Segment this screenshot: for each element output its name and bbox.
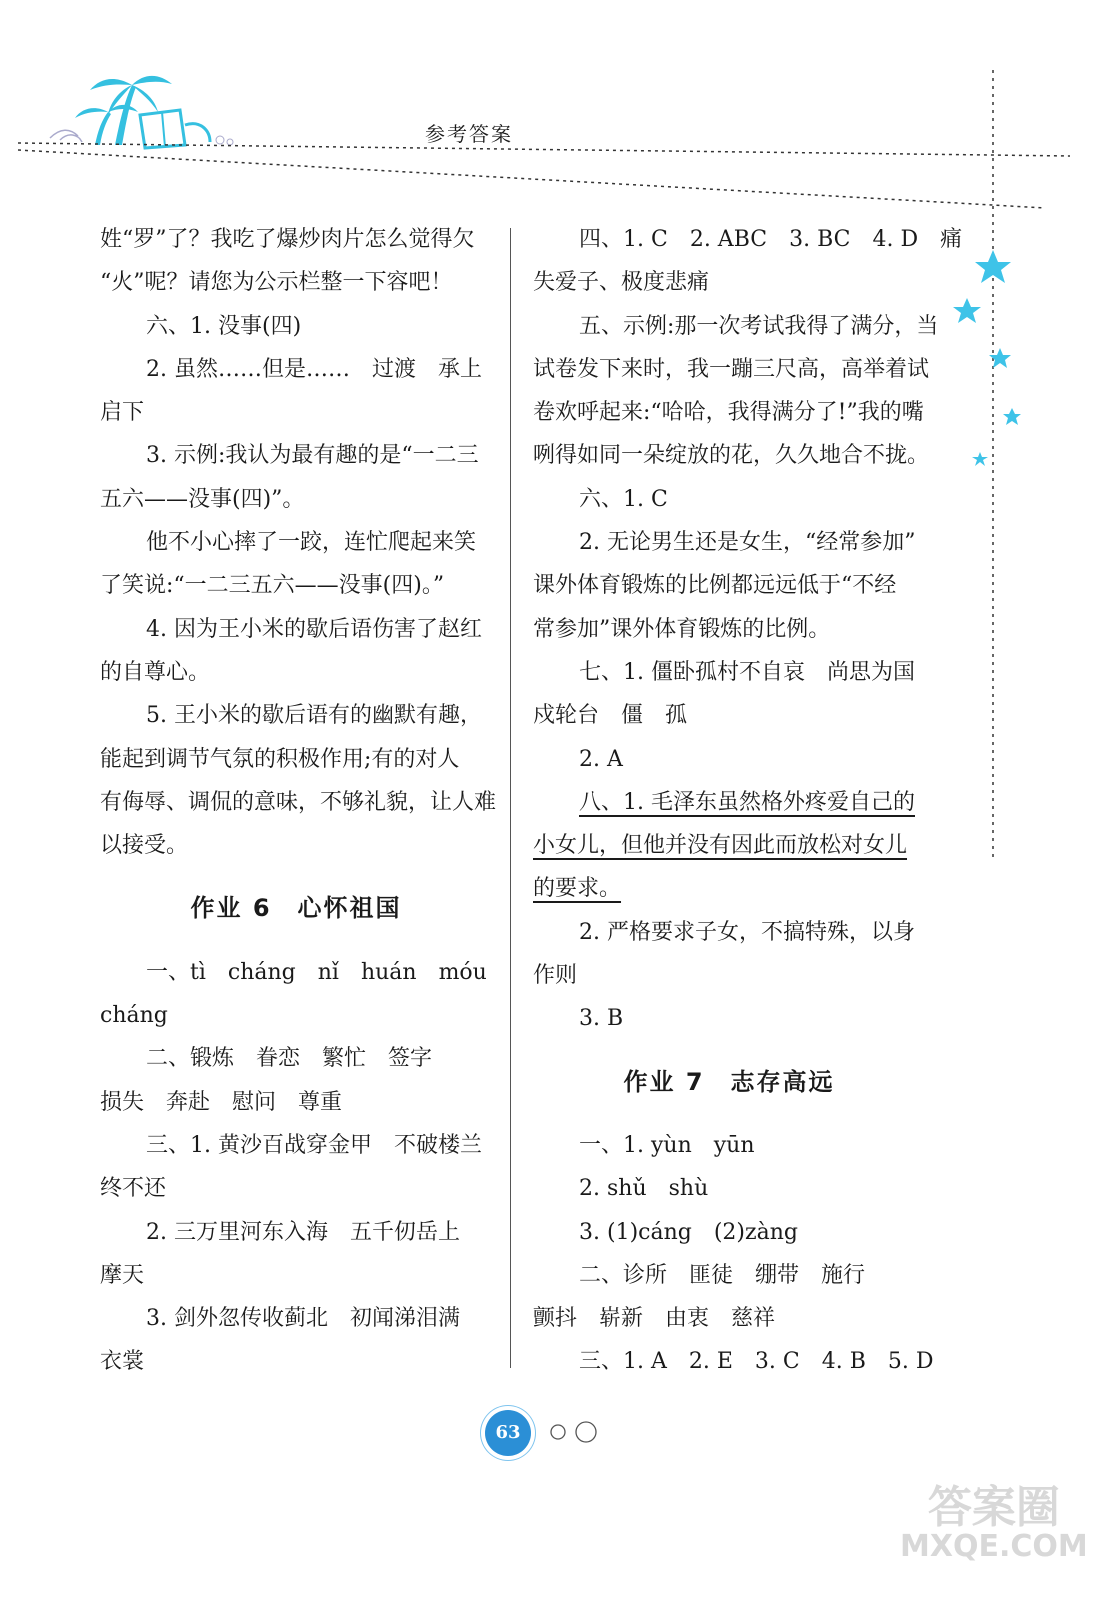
text-line: 损失 奔赴 慰问 尊重 bbox=[100, 1089, 343, 1115]
watermark-line2: MXQE.COM bbox=[900, 1529, 1088, 1565]
text-line: 五六——没事(四)”。 bbox=[100, 486, 305, 512]
text-line: 作则 bbox=[533, 963, 578, 989]
text-line: 摩天 bbox=[100, 1262, 145, 1288]
text-line: 一、tì cháng nǐ huán móu bbox=[146, 959, 487, 985]
stars-decoration bbox=[945, 240, 1025, 480]
text-line: 2. shǔ shù bbox=[579, 1176, 709, 1202]
text-line: 课外体育锻炼的比例都远远低于“不经 bbox=[533, 573, 897, 599]
star-icon bbox=[989, 348, 1011, 368]
text-line: 四、1. C 2. ABC 3. BC 4. D 痛 bbox=[579, 227, 963, 252]
text-line: 咧得如同一朵绽放的花，久久地合不拢。 bbox=[533, 443, 930, 469]
text-line: “火”呢？请您为公示栏整一下容吧！ bbox=[100, 270, 453, 296]
text-line: cháng bbox=[100, 1003, 168, 1029]
star-icon bbox=[953, 298, 981, 323]
text-line: 卷欢呼起来:“哈哈，我得满分了!”我的嘴 bbox=[533, 400, 924, 426]
star-icon bbox=[975, 250, 1011, 283]
text-line: 五、示例:那一次考试我得了满分，当 bbox=[579, 313, 939, 339]
text-line: 3. 剑外忽传收蓟北 初闻涕泪满 bbox=[146, 1306, 460, 1332]
text-line: 能起到调节气氛的积极作用;有的对人 bbox=[100, 746, 460, 772]
watermark-line1: 答案圈 bbox=[927, 1482, 1060, 1533]
section-heading: 作业 6 心怀祖国 bbox=[190, 894, 402, 923]
text-line: 戍轮台 僵 孤 bbox=[533, 703, 688, 729]
star-icon bbox=[1003, 408, 1021, 425]
column-divider bbox=[510, 228, 511, 1368]
text-line: 一、1. yùn yūn bbox=[579, 1132, 755, 1158]
header-title: 参考答案 bbox=[425, 122, 513, 146]
text-line: 2. 无论男生还是女生，“经常参加” bbox=[579, 530, 916, 556]
text-line: 六、1. C bbox=[579, 486, 668, 512]
underlined-text-line: 的要求。 bbox=[533, 876, 622, 902]
text-line: 二、诊所 匪徒 绷带 施行 bbox=[579, 1262, 866, 1288]
text-line: 4. 因为王小米的歇后语伤害了赵红 bbox=[146, 616, 482, 642]
right-column bbox=[533, 218, 963, 1384]
underlined-text-line: 小女儿，但他并没有因此而放松对女儿 bbox=[533, 833, 908, 859]
text-line: 了笑说:“一二三五六——没事(四)。” bbox=[100, 573, 445, 599]
left-column bbox=[100, 218, 497, 1384]
text-line: 试卷发下来时，我一蹦三尺高，高举着试 bbox=[533, 356, 930, 382]
text-line: 六、1. 没事(四) bbox=[146, 313, 302, 339]
text-line: 二、锻炼 眷恋 繁忙 签字 bbox=[146, 1046, 433, 1072]
underlined-text-line: 八、1. 毛泽东虽然格外疼爱自己的 bbox=[579, 789, 915, 815]
star-icon bbox=[972, 452, 988, 466]
text-line: 失爱子、极度悲痛 bbox=[533, 270, 710, 296]
page-number: 63 bbox=[485, 1410, 531, 1456]
page-number-circles bbox=[538, 1418, 608, 1448]
watermark bbox=[900, 1482, 1088, 1565]
text-line: 以接受。 bbox=[100, 833, 189, 859]
text-line: 七、1. 僵卧孤村不自哀 尚思为国 bbox=[579, 659, 915, 685]
header-dotted-lines bbox=[0, 0, 1093, 240]
text-line: 5. 王小米的歇后语有的幽默有趣， bbox=[146, 703, 482, 729]
text-line: 衣裳 bbox=[100, 1349, 145, 1375]
text-line: 2. A bbox=[579, 746, 623, 772]
text-line: 三、1. 黄沙百战穿金甲 不破楼兰 bbox=[146, 1132, 482, 1158]
text-line: 3. 示例:我认为最有趣的是“一二三 bbox=[146, 443, 479, 469]
text-line: 3. (1)cáng (2)zàng bbox=[579, 1219, 798, 1245]
text-line: 他不小心摔了一跤，连忙爬起来笑 bbox=[146, 530, 477, 556]
text-line: 的自尊心。 bbox=[100, 659, 211, 685]
text-line: 有侮辱、调侃的意味，不够礼貌，让人难 bbox=[100, 789, 497, 815]
section-heading: 作业 7 志存高远 bbox=[623, 1067, 835, 1096]
text-line: 2. 三万里河东入海 五千仞岳上 bbox=[146, 1219, 460, 1245]
text-line: 3. B bbox=[579, 1006, 624, 1032]
text-line: 姓“罗”了？我吃了爆炒肉片怎么觉得欠 bbox=[100, 227, 475, 252]
text-line: 2. 严格要求子女，不搞特殊，以身 bbox=[579, 919, 915, 945]
text-line: 2. 虽然……但是…… 过渡 承上 bbox=[146, 356, 482, 382]
text-line: 颤抖 崭新 由衷 慈祥 bbox=[533, 1306, 776, 1332]
text-line: 常参加”课外体育锻炼的比例。 bbox=[533, 616, 831, 642]
text-line: 三、1. A 2. E 3. C 4. B 5. D bbox=[579, 1349, 934, 1375]
text-line: 启下 bbox=[100, 400, 145, 426]
text-line: 终不还 bbox=[100, 1176, 167, 1202]
